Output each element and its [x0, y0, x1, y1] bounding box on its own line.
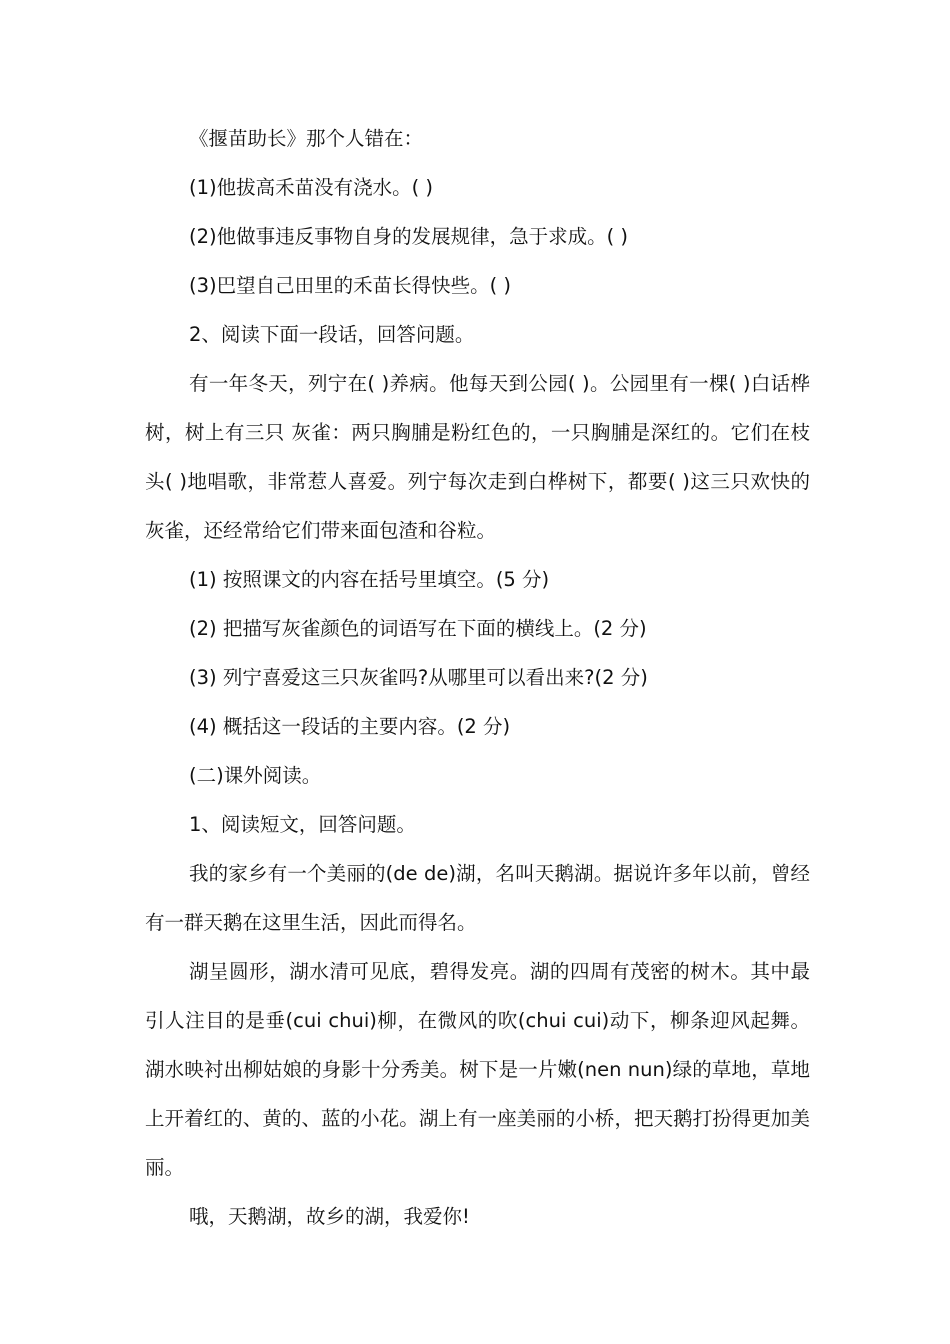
question-4: (4) 概括这一段话的主要内容。(2 分)	[189, 715, 511, 738]
document-body	[145, 114, 810, 1241]
option-3: (3)巴望自己田里的禾苗长得快些。( )	[189, 274, 512, 297]
question-1: (1) 按照课文的内容在括号里填空。(5 分)	[189, 568, 550, 591]
closing-line: 哦，天鹅湖，故乡的湖，我爱你!	[189, 1205, 470, 1228]
reading-passage-3: 湖呈圆形，湖水清可见底，碧得发亮。湖的四周有茂密的树木。其中最引人注目的是垂(cui chui)柳，在微风的吹(chui cui)动下，柳条迎风起舞。湖水映衬出柳姑娘的身影十分秀美。树下是一片嫩(nen nun)绿的草地，草地上开着红的、黄的、蓝的小花。湖上有一座美丽的小桥，把天鹅打扮得更加美丽。	[145, 960, 810, 1179]
section-instruction: 1、阅读短文，回答问题。	[189, 813, 416, 836]
question-3: (3) 列宁喜爱这三只灰雀吗?从哪里可以看出来?(2 分)	[189, 666, 648, 689]
question-stem: 《揠苗助长》那个人错在：	[189, 127, 424, 150]
option-2: (2)他做事违反事物自身的发展规律，急于求成。( )	[189, 225, 629, 248]
reading-passage-1: 有一年冬天，列宁在( )养病。他每天到公园( )。公园里有一棵( )白话桦树，树上有三只 灰雀：两只胸脯是粉红色的，一只胸脯是深红的。它们在枝头( )地唱歌，非常惹人喜爱。列宁每次走到白桦树下，都要( )这三只欢快的灰雀，还经常给它们带来面包渣和谷粒。	[145, 372, 810, 542]
question-2: (2) 把描写灰雀颜色的词语写在下面的横线上。(2 分)	[189, 617, 647, 640]
reading-passage-2: 我的家乡有一个美丽的(de de)湖，名叫天鹅湖。据说许多年以前，曾经有一群天鹅在这里生活，因此而得名。	[145, 862, 810, 934]
section-heading-extracurricular: (二)课外阅读。	[189, 764, 322, 787]
option-1: (1)他拔高禾苗没有浇水。( )	[189, 176, 434, 199]
section-heading: 2、阅读下面一段话，回答问题。	[189, 323, 475, 346]
